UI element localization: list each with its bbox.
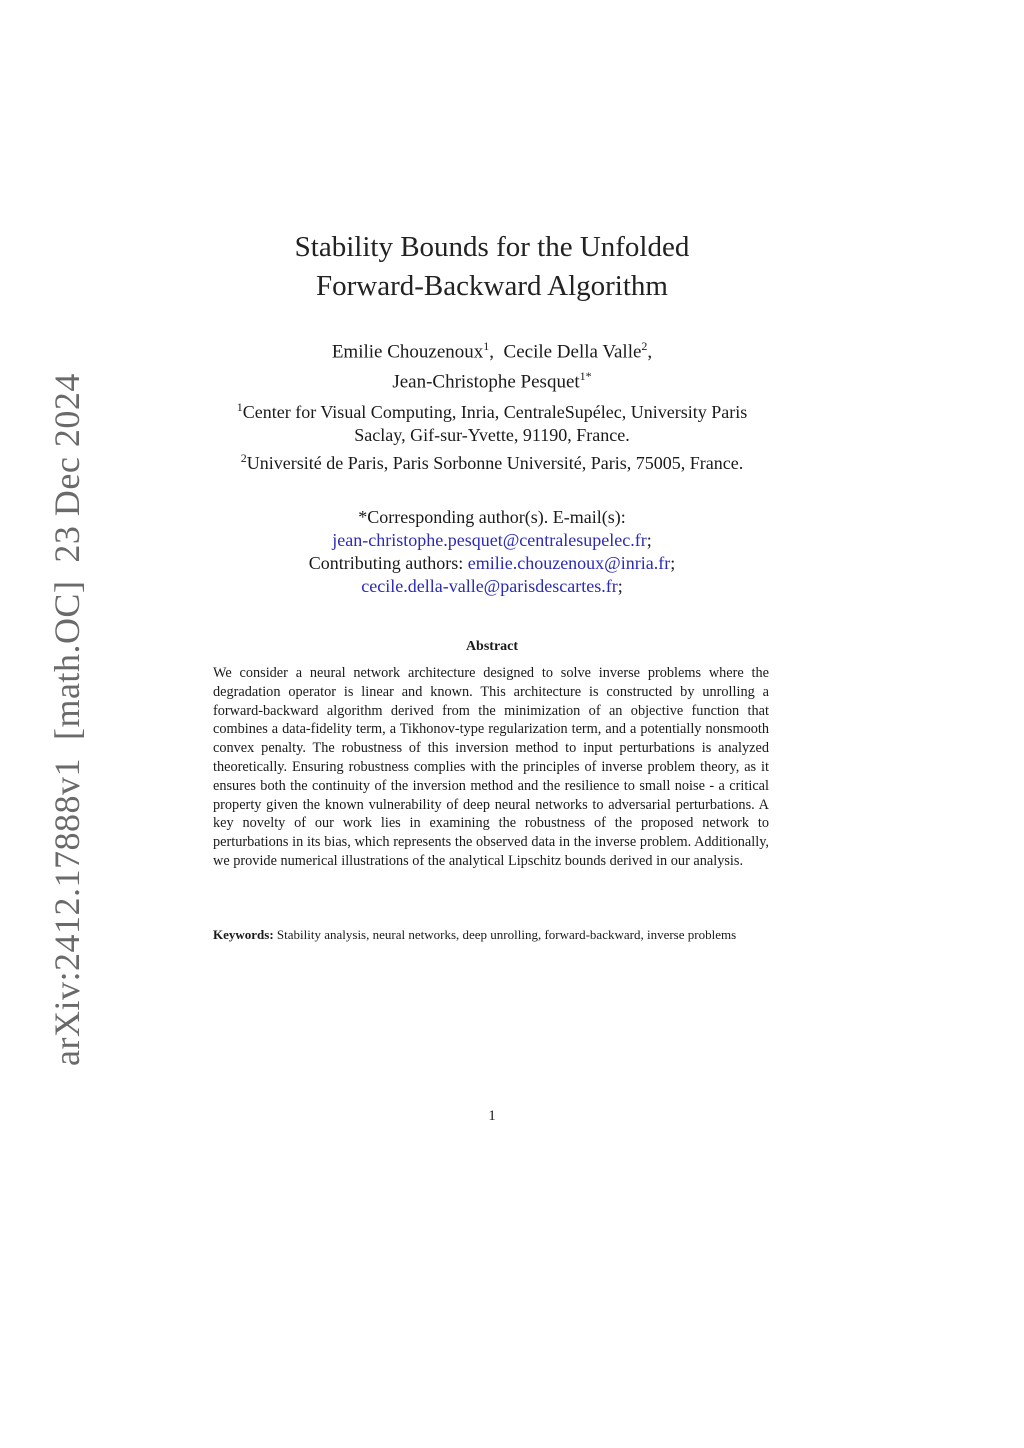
separator: ;	[646, 530, 652, 550]
contributing-email-link[interactable]: cecile.della-valle@parisdescartes.fr	[361, 576, 618, 596]
author-name: Emilie Chouzenoux	[331, 341, 484, 363]
author-affil-mark: 2	[641, 339, 648, 353]
author-affil-mark: 1	[483, 339, 490, 353]
author-name: Cecile Della Valle	[503, 341, 642, 363]
title-line-2: Forward-Backward Algorithm	[316, 270, 668, 302]
abstract-heading: Abstract	[465, 639, 519, 654]
paper-title	[0, 228, 984, 306]
arxiv-date: 23 Dec 2024	[47, 373, 87, 563]
contributing-label: Contributing authors:	[308, 553, 464, 573]
separator: ;	[670, 553, 676, 573]
title-line-1: Stability Bounds for the Unfolded	[294, 231, 690, 263]
affil-mark: 2	[240, 451, 247, 465]
arxiv-id: arXiv:2412.17888v1	[47, 758, 87, 1066]
contact-info	[0, 506, 984, 598]
keywords	[213, 926, 758, 943]
corresponding-label: *Corresponding author(s). E-mail(s):	[358, 507, 626, 527]
separator: ;	[617, 576, 623, 596]
contributing-email-link[interactable]: emilie.chouzenoux@inria.fr	[467, 553, 671, 573]
keywords-text: Stability analysis, neural networks, deep unrolling, forward-backward, inverse problems	[276, 927, 737, 942]
author-affil-mark: 1*	[579, 369, 592, 384]
arxiv-identifier	[46, 373, 88, 1066]
author-name: Jean-Christophe Pesquet	[392, 371, 580, 393]
affiliations	[0, 396, 984, 475]
page-number: 1	[488, 1108, 496, 1124]
affiliation-1-line-1: Center for Visual Computing, Inria, CentraleSupélec, University Paris	[242, 402, 748, 422]
corresponding-email-link[interactable]: jean-christophe.pesquet@centralesupelec.fr	[332, 530, 647, 550]
affiliation-1-line-2: Saclay, Gif-sur-Yvette, 91190, France.	[354, 425, 630, 445]
affiliation-2: Université de Paris, Paris Sorbonne Université, Paris, 75005, France.	[246, 453, 744, 473]
author-list: Emilie Chouzenoux$^1$, Cecile Della Valle$^2$, Jean-Christophe Pesquet$^{1*}$	[331, 339, 653, 393]
abstract-body: We consider a neural network architecture designed to solve inverse problems where the degradation operator is linear and known. This architecture is constructed by unrolling a forward-backward algorithm derived from the minimization of an objective function that combines a data-fidelity term, a Tikhonov-type regularization term, and a potentially nonsmooth convex penalty. The robustness of this inversion method to input perturbations is analyzed theoretically. Ensuring robustness complies with the principles of inverse problem theory, as it ensures both the continuity of the inversion method and the resilience to small noise - a critical property given the known vulnerability of deep neural networks to adversarial perturbations. A key novelty of our work lies in examining the robustness of the proposed network to perturbations in its bias, which represents the observed data in the inverse problem. Additionally, we provide numerical illustrations of the analytical Lipschitz bounds derived in our analysis.	[213, 665, 769, 869]
arxiv-category: [math.OC]	[47, 580, 87, 741]
keywords-label: Keywords:	[213, 927, 274, 942]
affil-mark: 1	[236, 400, 243, 414]
